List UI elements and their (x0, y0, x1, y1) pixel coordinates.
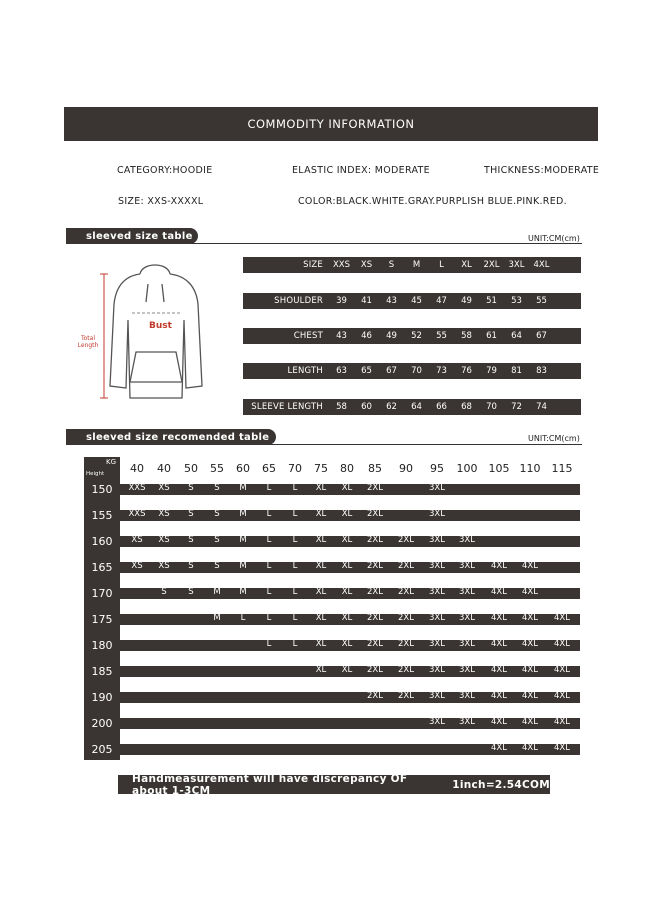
size-row-cell: 53 (511, 296, 522, 306)
size-row-cell: 39 (336, 296, 347, 306)
rec-size-cell: 4XL (554, 613, 570, 623)
height-value: 175 (91, 613, 113, 626)
rec-size-cell: S (188, 509, 194, 519)
size-row-cell: 43 (386, 296, 397, 306)
rec-size-cell: 4XL (554, 665, 570, 675)
size-row-cell: 67 (536, 331, 547, 341)
size-row-label: SLEEVE LENGTH (251, 402, 323, 412)
section-rule-2 (268, 444, 582, 445)
rec-size-cell: S (214, 561, 220, 571)
size-row-cell: 43 (336, 331, 347, 341)
size-row-cell: 3XL (508, 260, 525, 270)
rec-size-cell: L (266, 509, 272, 519)
rec-size-cell: XS (131, 561, 143, 571)
rec-size-cell: 2XL (398, 691, 414, 701)
rec-size-cell: 4XL (522, 639, 538, 649)
rec-size-cell: 2XL (367, 665, 383, 675)
rec-size-cell: 4XL (522, 561, 538, 571)
height-value: 150 (91, 483, 113, 496)
footer-note-bar (118, 772, 550, 797)
size-row-cell: 81 (511, 366, 522, 376)
commodity-info-banner (64, 107, 598, 141)
rec-size-cell: 4XL (554, 717, 570, 727)
size-table-row (243, 328, 581, 344)
rec-size-cell: 3XL (459, 665, 475, 675)
rec-size-cell: 4XL (491, 639, 507, 649)
size-row-cell: 64 (511, 331, 522, 341)
size-row-cell: XS (360, 260, 373, 270)
weight-header: 70 (288, 462, 302, 475)
rec-size-cell: 4XL (491, 561, 507, 571)
size-row-cell: 60 (361, 402, 372, 412)
rec-size-cell: 4XL (522, 613, 538, 623)
rec-size-cell: 3XL (459, 587, 475, 597)
height-value: 205 (91, 743, 113, 756)
hoodie-outline (110, 274, 202, 398)
rec-size-cell: L (292, 483, 298, 493)
rec-size-cell: L (292, 587, 298, 597)
weight-header: 65 (262, 462, 276, 475)
height-value: 185 (91, 665, 113, 678)
size-row-label: CHEST (293, 331, 323, 341)
weight-header: 60 (236, 462, 250, 475)
rec-size-cell: 4XL (491, 717, 507, 727)
banner-title: COMMODITY INFORMATION (247, 117, 415, 131)
total-length-line1: Total (80, 335, 95, 342)
weight-header: 100 (456, 462, 478, 475)
size-info: SIZE: XXS-XXXXL (118, 196, 204, 207)
rec-table-tab-label: sleeved size recomended table (86, 431, 270, 443)
rec-size-cell: 3XL (459, 639, 475, 649)
rec-size-cell: XL (341, 639, 353, 649)
height-value: 160 (91, 535, 113, 548)
size-row-cell: 67 (386, 366, 397, 376)
size-row-cell: 58 (336, 402, 347, 412)
size-table-tab-label: sleeved size table (86, 230, 193, 242)
rec-size-cell: S (161, 587, 167, 597)
height-value: 180 (91, 639, 113, 652)
rec-size-cell: 3XL (459, 561, 475, 571)
rec-size-cell: 4XL (491, 665, 507, 675)
rec-table-tab (66, 429, 276, 445)
height-value: 165 (91, 561, 113, 574)
rec-size-cell: 2XL (367, 587, 383, 597)
color-info: COLOR:BLACK.WHITE.GRAY.PURPLISH BLUE.PINK.RED. (298, 196, 567, 207)
rec-size-cell: 3XL (429, 509, 445, 519)
rec-size-cell: 2XL (398, 587, 414, 597)
size-row-cell: 62 (386, 402, 397, 412)
category-info: CATEGORY:HOODIE (117, 165, 213, 176)
rec-size-cell: 2XL (367, 613, 383, 623)
size-row-cell: 64 (411, 402, 422, 412)
rec-size-cell: 2XL (367, 509, 383, 519)
height-value: 190 (91, 691, 113, 704)
rec-size-cell: XL (341, 665, 353, 675)
size-row-cell: 83 (536, 366, 547, 376)
size-row-cell: 49 (386, 331, 397, 341)
size-row-cell: 72 (511, 402, 522, 412)
rec-size-cell: XL (315, 561, 327, 571)
rec-size-cell: XL (315, 535, 327, 545)
rec-size-cell: 3XL (459, 535, 475, 545)
rec-size-cell: XS (158, 561, 170, 571)
rec-size-cell: L (266, 483, 272, 493)
rec-size-cell: S (214, 509, 220, 519)
rec-size-cell: 3XL (429, 665, 445, 675)
discrepancy-note: Handmeasurement will have discrepancy OF about 1-3CM (132, 772, 408, 797)
rec-size-cell: XS (158, 483, 170, 493)
weight-header: 110 (519, 462, 541, 475)
rec-size-cell: 2XL (367, 561, 383, 571)
rec-size-cell: 3XL (429, 587, 445, 597)
rec-size-cell: 2XL (398, 535, 414, 545)
height-value: 200 (91, 717, 113, 730)
rec-size-cell: XS (131, 535, 143, 545)
rec-size-cell: 2XL (398, 665, 414, 675)
size-row-cell: 58 (461, 331, 472, 341)
rec-size-cell: S (188, 483, 194, 493)
rec-size-cell: 3XL (429, 483, 445, 493)
height-label: Height (86, 471, 105, 477)
weight-header: 55 (210, 462, 224, 475)
height-value: 155 (91, 509, 113, 522)
rec-size-cell: XL (341, 587, 353, 597)
rec-size-cell: 4XL (554, 743, 570, 753)
rec-size-cell: L (292, 561, 298, 571)
rec-size-cell: 2XL (367, 691, 383, 701)
elastic-info: ELASTIC INDEX: MODERATE (292, 165, 430, 176)
rec-size-cell: M (239, 483, 247, 493)
rec-size-cell: 4XL (554, 639, 570, 649)
total-length-label (76, 335, 100, 349)
size-table-row (243, 257, 581, 273)
size-row-cell: 41 (361, 296, 372, 306)
rec-size-cell: L (240, 613, 246, 623)
rec-size-cell: 2XL (398, 613, 414, 623)
size-row-cell: 45 (411, 296, 422, 306)
rec-size-cell: XL (315, 483, 327, 493)
rec-size-cell: XS (158, 509, 170, 519)
weight-header: 90 (399, 462, 413, 475)
size-row-cell: 79 (486, 366, 497, 376)
rec-size-cell: 3XL (429, 639, 445, 649)
rec-size-cell: 4XL (491, 691, 507, 701)
rec-size-cell: XXS (128, 483, 146, 493)
bust-label: Bust (149, 321, 172, 331)
thickness-info: THICKNESS:MODERATE (484, 165, 600, 176)
rec-size-cell: XL (315, 587, 327, 597)
height-column (84, 457, 120, 760)
size-row-cell: 65 (361, 366, 372, 376)
size-row-cell: 63 (336, 366, 347, 376)
rec-size-cell: XL (315, 613, 327, 623)
size-row-cell: S (388, 260, 395, 270)
rec-size-cell: L (292, 639, 298, 649)
size-table-row (243, 293, 581, 309)
rec-size-cell: 3XL (429, 535, 445, 545)
rec-size-cell: 2XL (398, 561, 414, 571)
size-table-unit: UNIT:CM(cm) (528, 234, 580, 243)
size-row-cell: 2XL (483, 260, 500, 270)
rec-size-cell: XL (341, 509, 353, 519)
rec-size-cell: 4XL (554, 691, 570, 701)
rec-size-cell: M (213, 613, 221, 623)
rec-size-cell: 4XL (491, 613, 507, 623)
rec-size-cell: 3XL (429, 561, 445, 571)
rec-size-cell: XL (341, 613, 353, 623)
size-row-cell: M (412, 260, 421, 270)
size-table-row (243, 399, 581, 415)
size-row-cell: 68 (461, 402, 472, 412)
size-row-label: SIZE (303, 260, 323, 270)
rec-size-cell: L (266, 639, 272, 649)
rec-size-cell: L (266, 561, 272, 571)
rec-table-unit: UNIT:CM(cm) (528, 434, 580, 443)
size-row-cell: 70 (486, 402, 497, 412)
rec-size-cell: M (239, 535, 247, 545)
rec-size-cell: XL (315, 639, 327, 649)
size-row-cell: 4XL (533, 260, 550, 270)
rec-size-cell: 4XL (522, 587, 538, 597)
rec-size-cell: 3XL (459, 691, 475, 701)
kg-label: KG (106, 458, 117, 466)
size-row-cell: 49 (461, 296, 472, 306)
rec-size-cell: XL (341, 561, 353, 571)
rec-size-cell: 4XL (522, 691, 538, 701)
rec-size-cell: 3XL (459, 717, 475, 727)
size-row-cell: 61 (486, 331, 497, 341)
rec-size-cell: L (292, 509, 298, 519)
size-row-label: SHOULDER (274, 296, 323, 306)
size-row-cell: 73 (436, 366, 447, 376)
size-row-cell: 76 (461, 366, 472, 376)
hoodie-strings (146, 284, 164, 302)
rec-size-cell: 2XL (367, 535, 383, 545)
weight-header: 40 (130, 462, 144, 475)
size-row-cell: 52 (411, 331, 422, 341)
rec-size-cell: L (266, 587, 272, 597)
size-table-tab (66, 228, 198, 244)
rec-size-cell: M (213, 587, 221, 597)
height-value: 170 (91, 587, 113, 600)
rec-size-cell: 4XL (491, 587, 507, 597)
size-row-cell: 46 (361, 331, 372, 341)
size-row-cell: L (439, 260, 444, 270)
weight-header: 50 (184, 462, 198, 475)
rec-size-cell: S (188, 535, 194, 545)
rec-size-cell: L (292, 613, 298, 623)
rec-size-cell: 4XL (522, 717, 538, 727)
size-row-cell: 74 (536, 402, 547, 412)
size-row-label: LENGTH (287, 366, 323, 376)
rec-size-cell: 4XL (522, 743, 538, 753)
rec-size-cell: XS (158, 535, 170, 545)
size-row-cell: 66 (436, 402, 447, 412)
rec-size-cell: L (266, 613, 272, 623)
rec-size-cell: 2XL (367, 639, 383, 649)
weight-header: 85 (368, 462, 382, 475)
rec-size-cell: S (188, 587, 194, 597)
weight-header: 95 (430, 462, 444, 475)
rec-size-cell: L (266, 535, 272, 545)
size-row-cell: 55 (436, 331, 447, 341)
rec-size-cell: 3XL (429, 691, 445, 701)
rec-size-cell: S (214, 483, 220, 493)
rec-size-cell: 4XL (522, 665, 538, 675)
rec-size-cell: 2XL (367, 483, 383, 493)
rec-size-cell: 3XL (429, 717, 445, 727)
size-row-cell: 70 (411, 366, 422, 376)
size-row-cell: XXS (332, 260, 351, 270)
weight-header: 75 (314, 462, 328, 475)
rec-size-cell: XL (341, 535, 353, 545)
weight-header: 115 (551, 462, 573, 475)
rec-size-cell: 2XL (398, 639, 414, 649)
weight-header: 80 (340, 462, 354, 475)
size-table-row (243, 363, 581, 379)
hoodie-pocket (130, 352, 182, 382)
rec-size-cell: S (188, 561, 194, 571)
size-row-cell: 55 (536, 296, 547, 306)
rec-size-cell: M (239, 587, 247, 597)
weight-header: 105 (488, 462, 510, 475)
rec-size-cell: XL (341, 483, 353, 493)
rec-size-cell: S (214, 535, 220, 545)
rec-size-cell: M (239, 561, 247, 571)
rec-size-cell: XL (315, 509, 327, 519)
size-row-cell: XL (461, 260, 472, 270)
rec-size-cell: 3XL (459, 613, 475, 623)
section-rule (190, 243, 582, 244)
rec-size-cell: 4XL (491, 743, 507, 753)
rec-size-cell: M (239, 509, 247, 519)
total-length-line2: Length (77, 342, 99, 349)
size-row-cell: 51 (486, 296, 497, 306)
hoodie-hood (140, 265, 170, 274)
weight-header: 40 (157, 462, 171, 475)
rec-size-cell: XL (315, 665, 327, 675)
rec-size-cell: 3XL (429, 613, 445, 623)
inch-conversion: 1inch=2.54COM (452, 778, 550, 791)
rec-size-cell: L (292, 535, 298, 545)
rec-size-cell: XXS (128, 509, 146, 519)
size-row-cell: 47 (436, 296, 447, 306)
